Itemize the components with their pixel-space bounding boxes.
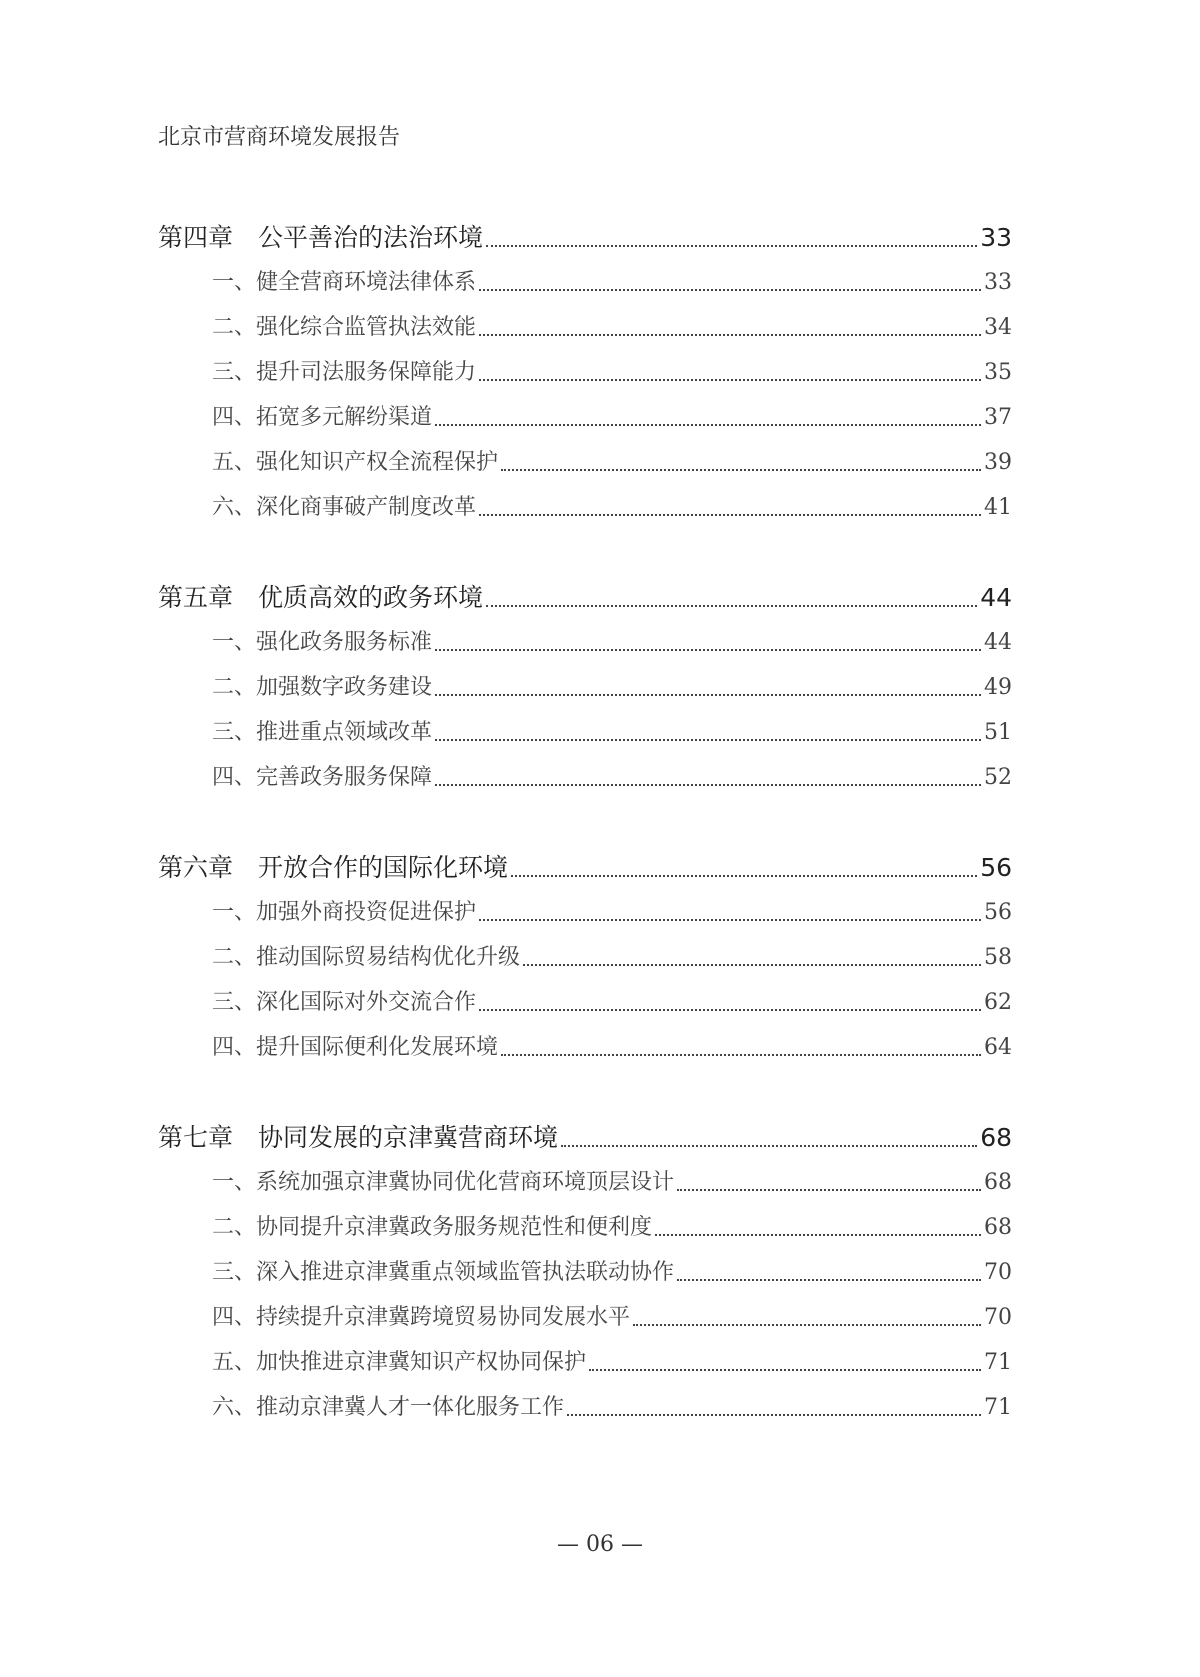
toc-entry-page: 64 (984, 1035, 1012, 1060)
toc-entry-title: 六、深化商事破产制度改革 (212, 495, 477, 520)
dot-leader (479, 1009, 981, 1011)
toc-entry-title: 第七章 协同发展的京津冀营商环境 (158, 1123, 559, 1152)
toc-section-entry[interactable] (158, 710, 1012, 755)
toc-entry-page: 56 (980, 853, 1012, 882)
toc-entry-title: 二、强化综合监管执法效能 (212, 315, 477, 340)
toc-entry-page: 70 (984, 1305, 1012, 1330)
dot-leader (633, 1324, 981, 1326)
toc-section-entry[interactable] (158, 1340, 1012, 1385)
toc-entry-title: 三、推进重点领域改革 (212, 720, 433, 745)
dot-leader (435, 739, 981, 741)
toc-chapter (158, 1115, 1012, 1430)
running-header-title: 北京市营商环境发展报告 (158, 125, 401, 150)
toc-entry-title: 三、深入推进京津冀重点领域监管执法联动协作 (212, 1260, 675, 1285)
toc-section-entry[interactable] (158, 1385, 1012, 1430)
toc-entry-page: 68 (984, 1170, 1012, 1195)
toc-entry-title: 五、加快推进京津冀知识产权协同保护 (212, 1350, 587, 1375)
toc-section-entry[interactable] (158, 890, 1012, 935)
toc-entry-page: 70 (984, 1260, 1012, 1285)
dot-leader (511, 875, 977, 877)
toc-entry-title: 一、加强外商投资促进保护 (212, 900, 477, 925)
dot-leader (523, 964, 981, 966)
toc-chapter-heading[interactable] (158, 1115, 1012, 1160)
dot-leader (561, 1145, 977, 1147)
toc-section-entry[interactable] (158, 1205, 1012, 1250)
toc-section-entry[interactable] (158, 1025, 1012, 1070)
toc-entry-page: 56 (984, 900, 1012, 925)
toc-section-entry[interactable] (158, 755, 1012, 800)
toc-entry-page: 35 (984, 360, 1012, 385)
dot-leader (479, 289, 981, 291)
toc-entry-title: 四、持续提升京津冀跨境贸易协同发展水平 (212, 1305, 631, 1330)
dot-leader (479, 334, 981, 336)
toc-entry-title: 一、健全营商环境法律体系 (212, 270, 477, 295)
dot-leader (655, 1234, 981, 1236)
table-of-contents (158, 215, 1012, 1475)
dot-leader (486, 245, 977, 247)
dot-leader (567, 1414, 981, 1416)
toc-entry-page: 58 (984, 945, 1012, 970)
dot-leader (501, 1054, 981, 1056)
toc-section-entry[interactable] (158, 305, 1012, 350)
toc-section-entry[interactable] (158, 440, 1012, 485)
toc-entry-title: 第五章 优质高效的政务环境 (158, 583, 484, 612)
dot-leader (479, 919, 981, 921)
toc-chapter (158, 215, 1012, 530)
toc-entry-page: 44 (984, 630, 1012, 655)
toc-entry-title: 二、协同提升京津冀政务服务规范性和便利度 (212, 1215, 653, 1240)
toc-entry-title: 第四章 公平善治的法治环境 (158, 223, 484, 252)
toc-section-entry[interactable] (158, 395, 1012, 440)
toc-entry-title: 六、推动京津冀人才一体化服务工作 (212, 1395, 565, 1420)
toc-entry-title: 三、深化国际对外交流合作 (212, 990, 477, 1015)
toc-entry-title: 第六章 开放合作的国际化环境 (158, 853, 509, 882)
toc-entry-page: 39 (984, 450, 1012, 475)
dot-leader (435, 649, 981, 651)
toc-entry-page: 71 (984, 1395, 1012, 1420)
dot-leader (501, 469, 981, 471)
toc-entry-title: 四、完善政务服务保障 (212, 765, 433, 790)
dot-leader (677, 1189, 981, 1191)
toc-chapter-heading[interactable] (158, 215, 1012, 260)
toc-entry-title: 二、推动国际贸易结构优化升级 (212, 945, 521, 970)
page-number: — 06 — (557, 1532, 643, 1557)
toc-entry-page: 33 (980, 223, 1012, 252)
toc-chapter (158, 575, 1012, 800)
dot-leader (435, 784, 981, 786)
toc-entry-page: 68 (984, 1215, 1012, 1240)
toc-section-entry[interactable] (158, 980, 1012, 1025)
toc-entry-page: 34 (984, 315, 1012, 340)
toc-section-entry[interactable] (158, 620, 1012, 665)
toc-chapter-heading[interactable] (158, 575, 1012, 620)
toc-entry-page: 62 (984, 990, 1012, 1015)
toc-entry-title: 二、加强数字政务建设 (212, 675, 433, 700)
dot-leader (435, 694, 981, 696)
toc-section-entry[interactable] (158, 1160, 1012, 1205)
toc-entry-page: 51 (984, 720, 1012, 745)
toc-entry-page: 52 (984, 765, 1012, 790)
toc-entry-title: 五、强化知识产权全流程保护 (212, 450, 499, 475)
toc-section-entry[interactable] (158, 350, 1012, 395)
toc-section-entry[interactable] (158, 1250, 1012, 1295)
dot-leader (677, 1279, 981, 1281)
dot-leader (486, 605, 977, 607)
toc-chapter (158, 845, 1012, 1070)
toc-section-entry[interactable] (158, 1295, 1012, 1340)
dot-leader (589, 1369, 981, 1371)
toc-section-entry[interactable] (158, 665, 1012, 710)
toc-entry-title: 三、提升司法服务保障能力 (212, 360, 477, 385)
toc-section-entry[interactable] (158, 485, 1012, 530)
toc-entry-page: 33 (984, 270, 1012, 295)
toc-entry-page: 68 (980, 1123, 1012, 1152)
toc-entry-page: 41 (984, 495, 1012, 520)
dot-leader (479, 514, 981, 516)
toc-chapter-heading[interactable] (158, 845, 1012, 890)
toc-entry-page: 71 (984, 1350, 1012, 1375)
toc-entry-title: 四、拓宽多元解纷渠道 (212, 405, 433, 430)
toc-section-entry[interactable] (158, 935, 1012, 980)
toc-section-entry[interactable] (158, 260, 1012, 305)
toc-entry-title: 一、系统加强京津冀协同优化营商环境顶层设计 (212, 1170, 675, 1195)
toc-entry-page: 37 (984, 405, 1012, 430)
dot-leader (435, 424, 981, 426)
toc-entry-page: 44 (980, 583, 1012, 612)
toc-entry-title: 一、强化政务服务标准 (212, 630, 433, 655)
dot-leader (479, 379, 981, 381)
toc-entry-title: 四、提升国际便利化发展环境 (212, 1035, 499, 1060)
toc-entry-page: 49 (984, 675, 1012, 700)
